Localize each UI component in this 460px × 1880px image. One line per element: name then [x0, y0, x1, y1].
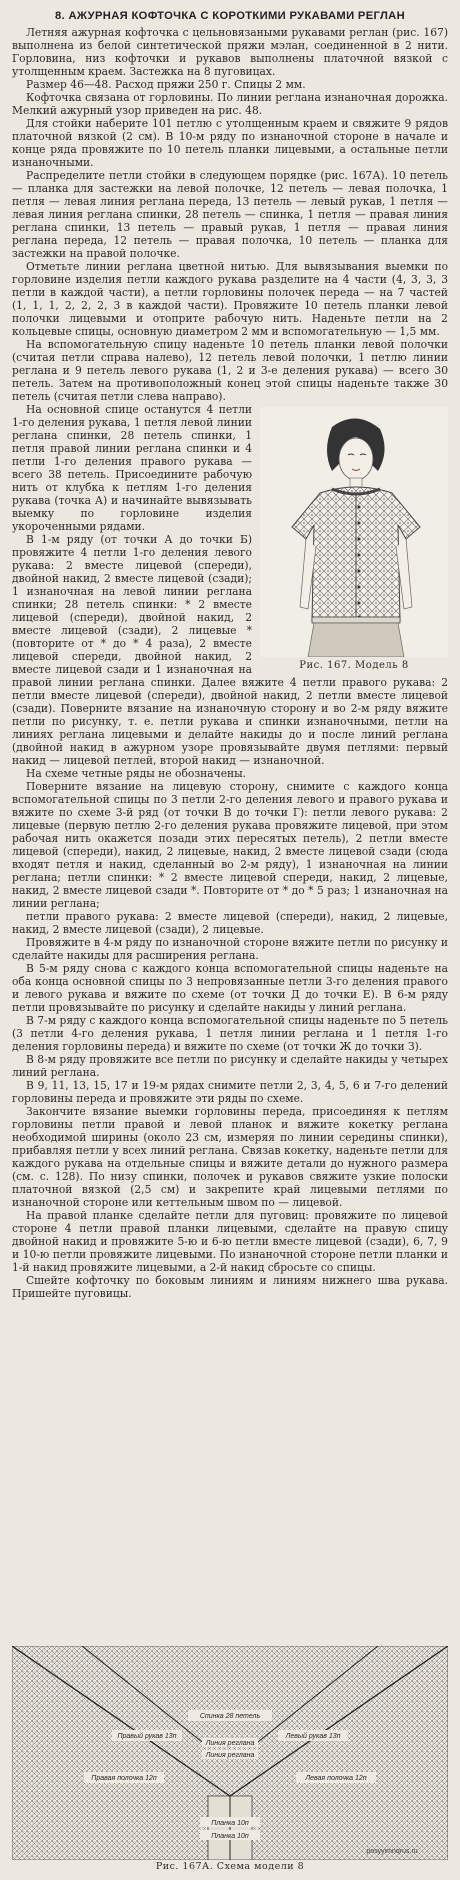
article-body	[12, 26, 448, 1300]
paragraph-right-sleeve: петли правого рукава: 2 вместе лицевой (спереди), накид, 2 лицевые, накид, 2 вместе лицевой (сзади), 2 лицевые.	[12, 910, 448, 936]
label-back: Спинка 28 петель	[199, 1713, 261, 1720]
paragraph-even-rows-note: На схеме четные ряды не обозначены.	[26, 767, 247, 780]
label-left-sleeve: Левый рукав 13п	[285, 1733, 341, 1740]
paragraph-collar: Для стойки наберите 101 петлю с утолщенным краем и свяжите 9 рядов платочной вязкой (2 см). В 10-м ряду по изнаночной стороне в начале и конце ряда провяжите по 10 петель планки лицевыми, а остальные петли изнаночными.	[12, 117, 448, 169]
article-title: 8. АЖУРНАЯ КОФТОЧКА С КОРОТКИМИ РУКАВАМИ РЕГЛАН	[54, 10, 406, 22]
scheme-figure	[12, 1646, 448, 1872]
paragraph-rows-9-19: В 9, 11, 13, 15, 17 и 19-м рядах снимите петли 2, 3, 4, 5, 6 и 7-го делений горловины переда и провяжите эти ряды по схеме.	[12, 1079, 448, 1105]
paragraph-main-needle: На основной спице останутся 4 петли 1-го деления рукава, 1 петля левой линии реглана спинки, 28 петель спинки, 1 петля правой линии реглана спинки и 4 петли 1-го деления правого рукава — всего 38 петель. Присоедините рабочую нить от клубка к петлям 1-го деления рукава (точка А) и начинайте вывязывать выемку по горловине изделия укороченными рядами.	[12, 403, 252, 533]
paragraph-row-5: В 5-м ряду снова с каждого конца вспомогательной спицы наденьте на оба конца основной спицы по 3 непровязанные петли 3-го деления правого и левого рукава и вяжите по схеме (от точки Д до точки Е). В 6-м ряду петли провязывайте по рисунку и сделайте накиды у линий реглана.	[12, 962, 448, 1014]
label-back-raglan: Линия реглана	[205, 1740, 255, 1747]
paragraph-distribution: Распределите петли стойки в следующем порядке (рис. 167А). 10 петель — планка для застежки на левой полочке, 12 петель — левая полочка, 1 петля — левая линия реглана переда, 13 петель — левый рукав, 1 петля — левая линия реглана спинки, 28 петель — спинка, 1 петля — правая линия реглана спинки, 13 петель — правый рукав, 1 петля — правая линия реглана переда, 12 петель — правая полочка, 10 петель — планка для застежки на правой полочке.	[12, 169, 448, 260]
paragraph-assembly: Сшейте кофточку по боковым линиям и линиям нижнего шва рукава. Пришейте пуговицы.	[12, 1274, 448, 1300]
paragraph-finish-yoke: Закончите вязание выемки горловины переда, присоединяя к петлям горловины петли правой и левой планок и вяжите кокетку реглана необходимой ширины (около 23 см, измеряя по линии середины спинки), прибавляя петли у всех линий реглана. Связав кокетку, наденьте петли для каждого рукава на отдельные спицы и вяжите детали до нужного размера (см. с. 128). По низу спинки, полочек и рукавов свяжите узкие полоски платочной вязкой (2,5 см) и закрепите край лицевыми петлями по изнаночной стороне или кеттельным швом по — лицевой.	[12, 1105, 448, 1209]
paragraph-construction: Кофточка связана от горловины. По линии реглана изнаночная дорожка. Мелкий ажурный узор приведен на рис. 48.	[12, 91, 448, 117]
watermark: posyyimnqrus.ru	[366, 1848, 418, 1855]
label-front-raglan: Линия реглана	[205, 1752, 255, 1759]
woman-in-blouse-illustration	[260, 407, 448, 657]
paragraph-aux-needle: На вспомогательную спицу наденьте 10 петель планки левой полочки (считая петли справа налево), 12 петель левой полочки, 1 петлю линии реглана и 9 петель левого рукава (1, 2 и 3-е деления рукава) — всего 30 петель. Затем на противоположный конец этой спицы наденьте также 30 петель (считая петли слева направо).	[12, 338, 448, 403]
paragraph-row-3: Поверните вязание на лицевую сторону, снимите с каждого конца вспомогательной спицы по 3 петли 2-го деления левого и правого рукава и вяжите по схеме 3-й ряд (от точки В до точки Г): петли левого рукава: 2 лицевые (первую петлю 2-го деления рукава провяжите лицевой, при этом рабочая нить окажется позади этих пересятых петель), 2 петли вместе лицевой (спереди), накид, 2 лицевые, накид, 2 вместе лицевой сзади (сюда входят петля и накид, сделанный во 2-м ряду), 1 изнаночная на линии реглана; петли спинки: * 2 вместе лицевой спереди, накид, 2 лицевые, накид, 2 вместе лицевой сзади *. Повторите от * до * 5 раз; 1 изнаночная на линии реглана;	[12, 780, 448, 910]
knitting-scheme-diagram	[12, 1646, 448, 1860]
label-right-front: Правая полочка 12п	[91, 1775, 157, 1782]
paragraph-row-4: Провяжите в 4-м ряду по изнаночной стороне вяжите петли по рисунку и сделайте накиды для расширения реглана.	[12, 936, 448, 962]
label-right-sleeve: Правый рукав 13п	[117, 1733, 177, 1740]
paragraph-row-1: В 1-м ряду (от точки А до точки Б) провяжите 4 петли 1-го деления левого рукава: 2 вместе лицевой (спереди), двойной накид, 2 вместе лицевой (сзади); 1 изнаночная на левой линии реглана спинки; 28 петель спинки: * 2 вместе лицевой (спереди), двойной накид, 2 вместе лицевой (сзади), 2 лицевые * (повторите от * до * 4 раза), 2 вместе лицевой спереди, двойной накид, 2 вместе лицевой сзади и 1 изнаночная на правой линии реглана спинки. Далее вяжите 4 петли правого рукава: 2 петли вместе лицевой (спереди), двойной накид, 2 петли вместе лицевой (сзади). Поверните вязание на изнаночную сторону и во 2-м ряду вяжите петли по рисунку, т. е. петли рукава и спинки изнаночными, петли на линиях реглана лицевыми и делайте накиды до и после линий реглана (двойной накид в ажурном узоре провязывайте двумя петлями: первый накид — лицевой петлей, второй накид — изнаночной.	[12, 533, 448, 767]
label-left-band: Планка 10п	[211, 1820, 249, 1827]
model-figure	[260, 407, 448, 672]
paragraph-row-7: В 7-м ряду с каждого конца вспомогательной спицы наденьте по 5 петель (3 петли 4-го деления рукава, 1 петля линии реглана и 1 петля 1-го деления горловины переда) и вяжите по схеме (от точки Ж до точки З).	[12, 1014, 448, 1053]
paragraph-raglan-marking: Отметьте линии реглана цветной нитью. Для вывязывания выемки по горловине изделия петли каждого рукава разделите на 4 части (4, 3, 3, 3 петли в каждой части), а петли горловины полочек переда — на 7 частей (1, 1, 1, 2, 2, 2, 3 в каждой части). Провяжите 10 петель планки левой полочки лицевыми и отоприте рабочую нить. Наденьте петли на 2 кольцевые спицы, основную диаметром 2 мм и вспомогательную — 1,5 мм.	[12, 260, 448, 338]
scheme-caption: Рис. 167А. Схема модели 8	[155, 1861, 305, 1872]
model-illustration	[260, 407, 448, 657]
paragraph-intro: Летняя ажурная кофточка с цельновязаными рукавами реглан (рис. 167) выполнена из белой синтетической пряжи мэлан, соединенной в 2 нити. Горловина, низ кофточки и рукавов выполнены платочной вязкой с утолщенным краем. Застежка на 8 пуговицах.	[12, 26, 448, 78]
figure-caption: Рис. 167. Модель 8	[299, 660, 409, 671]
paragraph-row-8: В 8-м ряду провяжите все петли по рисунку и сделайте накиды у четырех линий реглана.	[12, 1053, 448, 1079]
paragraph-size: Размер 46—48. Расход пряжи 250 г. Спицы 2 мм.	[26, 78, 306, 91]
label-left-front: Левая полочка 12п	[305, 1775, 367, 1782]
paragraph-buttonholes: На правой планке сделайте петли для пуговиц: провяжите по лицевой стороне 4 петли правой планки лицевыми, сделайте на правую спицу двойной накид и провяжите 5-ю и 6-ю петли вместе лицевой (сзади), 6, 7, 9 и 10-ю петли провяжите лицевыми. По изнаночной стороне петли планки и 1-й накид провяжите лицевыми, а 2-й накид сбросьте со спицы.	[12, 1209, 448, 1274]
label-right-band: Планка 10п	[211, 1833, 249, 1840]
